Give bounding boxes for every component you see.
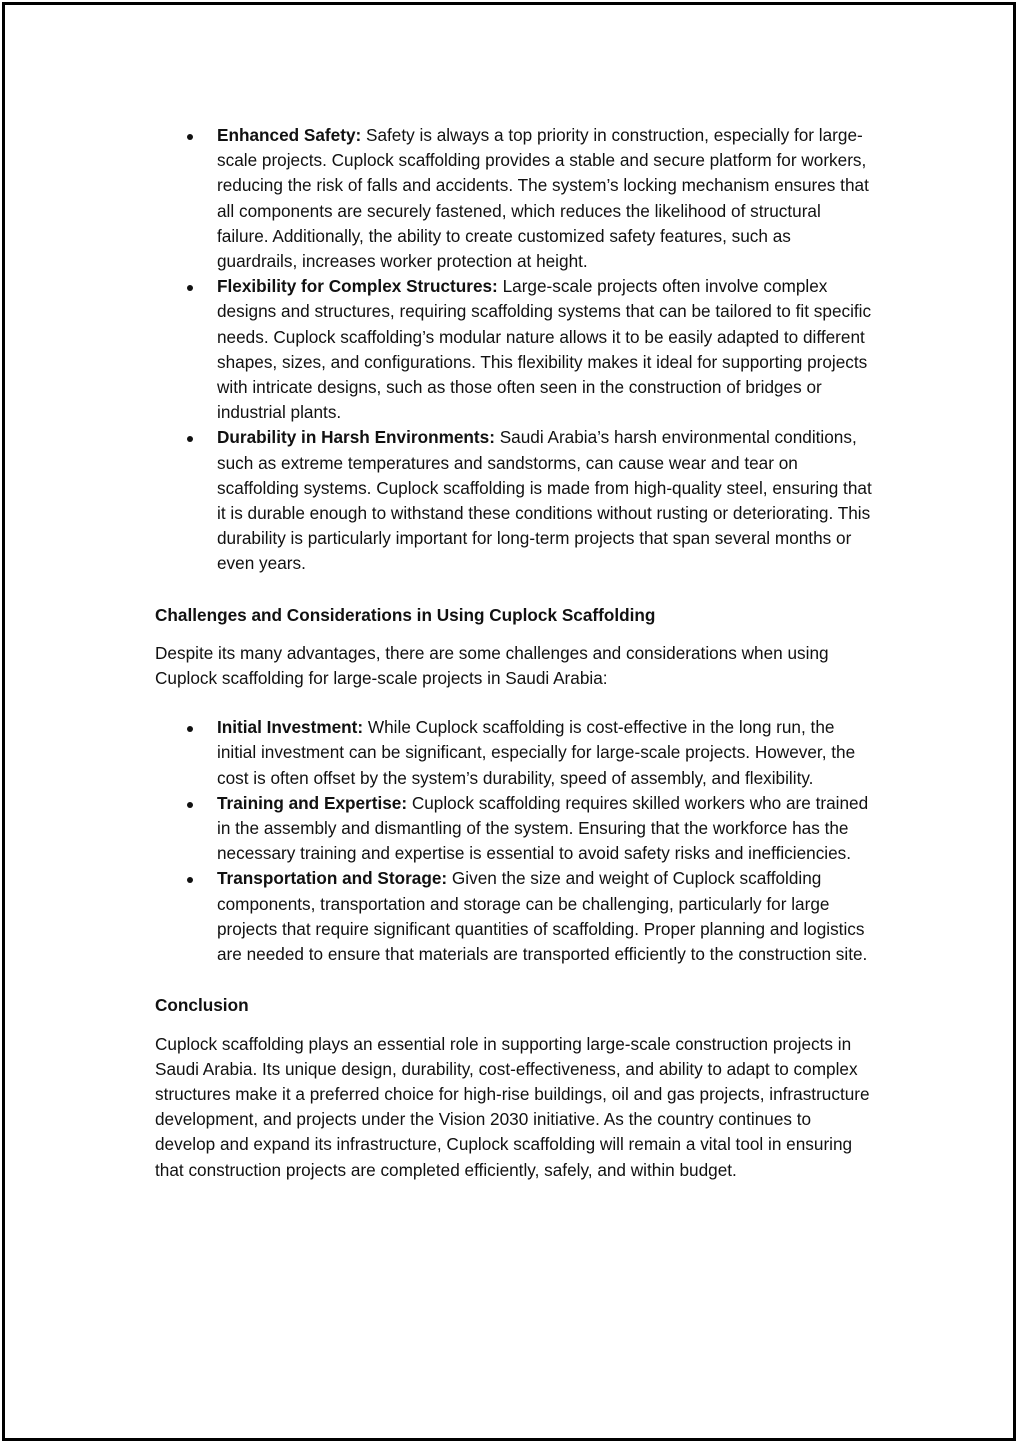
conclusion-text: Cuplock scaffolding plays an essential role in supporting large-scale construction projects in Saudi Arabia. Its unique design, durability, cost-effectiveness, and ability to adapt to complex structures make it a preferred choice for high-rise buildings, oil and gas projects, infrastructure development, and projects under the Vision 2030 initiative. As the country continues to develop and expand its infrastructure, Cuplock scaffolding will remain a vital tool in ensuring that construction projects are completed efficiently, safely, and within budget. <box>155 1033 870 1180</box>
bullet-icon <box>187 285 193 291</box>
list-item-text: Cuplock scaffolding requires skilled workers who are trained in the assembly and dismantling of the system. Ensuring that the workforce has the necessary training and expertise is essential to avoid safety risks and inefficiencies. <box>217 792 869 864</box>
list-item-title: Transportation and Storage: <box>217 868 448 889</box>
list-item <box>155 123 875 274</box>
challenges-list <box>155 715 875 967</box>
bullet-icon <box>187 726 193 732</box>
challenges-intro: Despite its many advantages, there are some challenges and considerations when using Cuplock scaffolding for large-scale projects in Saudi Arabia: <box>155 642 829 689</box>
document-body <box>155 123 875 1183</box>
list-item-title: Initial Investment: <box>217 717 364 738</box>
advantages-list <box>155 123 875 577</box>
bullet-icon <box>187 877 193 883</box>
list-item <box>155 274 875 425</box>
list-item-text: Safety is always a top priority in construction, especially for large-scale projects. Cuplock scaffolding provides a stable and secure platform for workers, reducing the risk of falls and accidents. The system’s locking mechanism ensures that all components are securely fastened, which reduces the likelihood of structural failure. Additionally, the ability to create customized safety features, such as guardrails, increases worker protection at height. <box>217 125 869 272</box>
conclusion-heading: Conclusion <box>155 995 249 1016</box>
list-item-text: Given the size and weight of Cuplock scaffolding components, transportation and storage can be challenging, particularly for large projects that require significant quantities of scaffolding. Proper planning and logistics are needed to ensure that materials are transported efficiently to the construction site. <box>217 868 868 965</box>
bullet-icon <box>187 802 193 808</box>
challenges-heading: Challenges and Considerations in Using Cuplock Scaffolding <box>155 604 656 625</box>
list-item <box>155 425 875 576</box>
list-item-title: Training and Expertise: <box>217 792 408 813</box>
bullet-icon <box>187 134 193 140</box>
list-item-title: Flexibility for Complex Structures: <box>217 276 498 297</box>
list-item-text: Large-scale projects often involve complex designs and structures, requiring scaffolding systems that can be tailored to fit specific needs. Cuplock scaffolding’s modular nature allows it to be easily adapted to different shapes, sizes, and configurations. This flexibility makes it ideal for supporting projects with intricate designs, such as those often seen in the construction of bridges or industrial plants. <box>217 276 872 423</box>
list-item <box>155 791 875 867</box>
list-item <box>155 715 875 791</box>
list-item-title: Durability in Harsh Environments: <box>217 427 495 448</box>
list-item-text: Saudi Arabia’s harsh environmental conditions, such as extreme temperatures and sandstorms, can cause wear and tear on scaffolding systems. Cuplock scaffolding is made from high-quality steel, ensuring that it is durable enough to withstand these conditions without rusting or deteriorating. This durability is particularly important for long-term projects that span several months or even years. <box>217 427 872 574</box>
list-item-text: While Cuplock scaffolding is cost-effective in the long run, the initial investment can be significant, especially for large-scale projects. However, the cost is often offset by the system’s durability, speed of assembly, and flexibility. <box>217 717 856 788</box>
bullet-icon <box>187 436 193 442</box>
list-item <box>155 866 875 967</box>
list-item-title: Enhanced Safety: <box>217 125 362 145</box>
